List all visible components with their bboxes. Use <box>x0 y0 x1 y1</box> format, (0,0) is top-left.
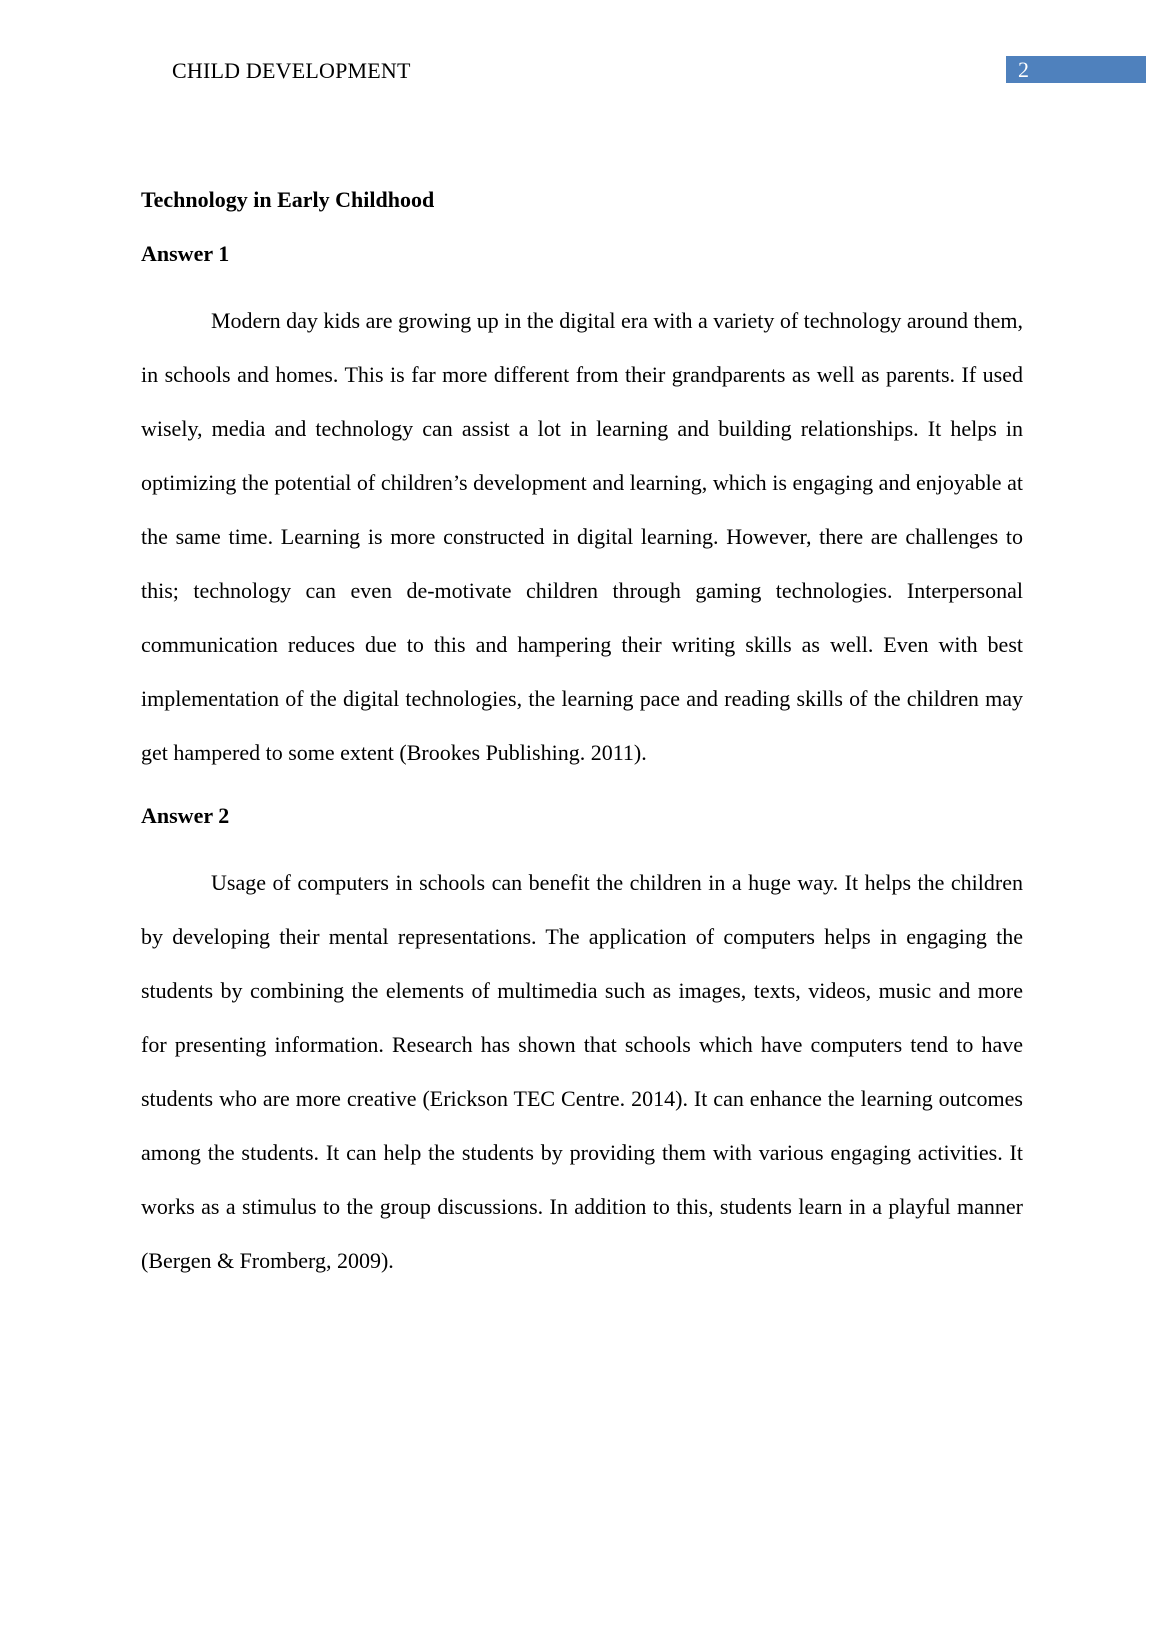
document-title: Technology in Early Childhood <box>141 187 435 212</box>
answer-1-paragraph: Modern day kids are growing up in the digital era with a variety of technology around them, in schools and homes. This is far more different from their grandparents as well as parents. If used wisely, media and technology can assist a lot in learning and building relationships. It helps in optimizing the potential of children’s development and learning, which is engaging and enjoyable at the same time. Learning is more constructed in digital learning. However, there are challenges to this; technology can even de-motivate children through gaming technologies. Interpersonal communication reduces due to this and hampering their writing skills as well. Even with best implementation of the digital technologies, the learning pace and reading skills of the children may get hampered to some extent (Brookes Publishing. 2011). <box>141 308 1023 765</box>
page-number: 2 <box>1018 57 1029 82</box>
answer-1-heading: Answer 1 <box>141 241 230 266</box>
page-number-box <box>1006 56 1146 83</box>
document-body <box>141 184 1023 1288</box>
answer-2-paragraph: Usage of computers in schools can benefit the children in a huge way. It helps the children by developing their mental representations. The application of computers helps in engaging the students by combining the elements of multimedia such as images, texts, videos, music and more for presenting information. Research has shown that schools which have computers tend to have students who are more creative (Erickson TEC Centre. 2014). It can enhance the learning outcomes among the students. It can help the students by providing them with various engaging activities. It works as a stimulus to the group discussions. In addition to this, students learn in a playful manner (Bergen & Fromberg, 2009). <box>141 870 1023 1273</box>
answer-2-section <box>141 800 1023 1288</box>
running-head: CHILD DEVELOPMENT <box>172 58 411 83</box>
answer-1-section <box>141 238 1023 780</box>
answer-2-heading: Answer 2 <box>141 803 230 828</box>
